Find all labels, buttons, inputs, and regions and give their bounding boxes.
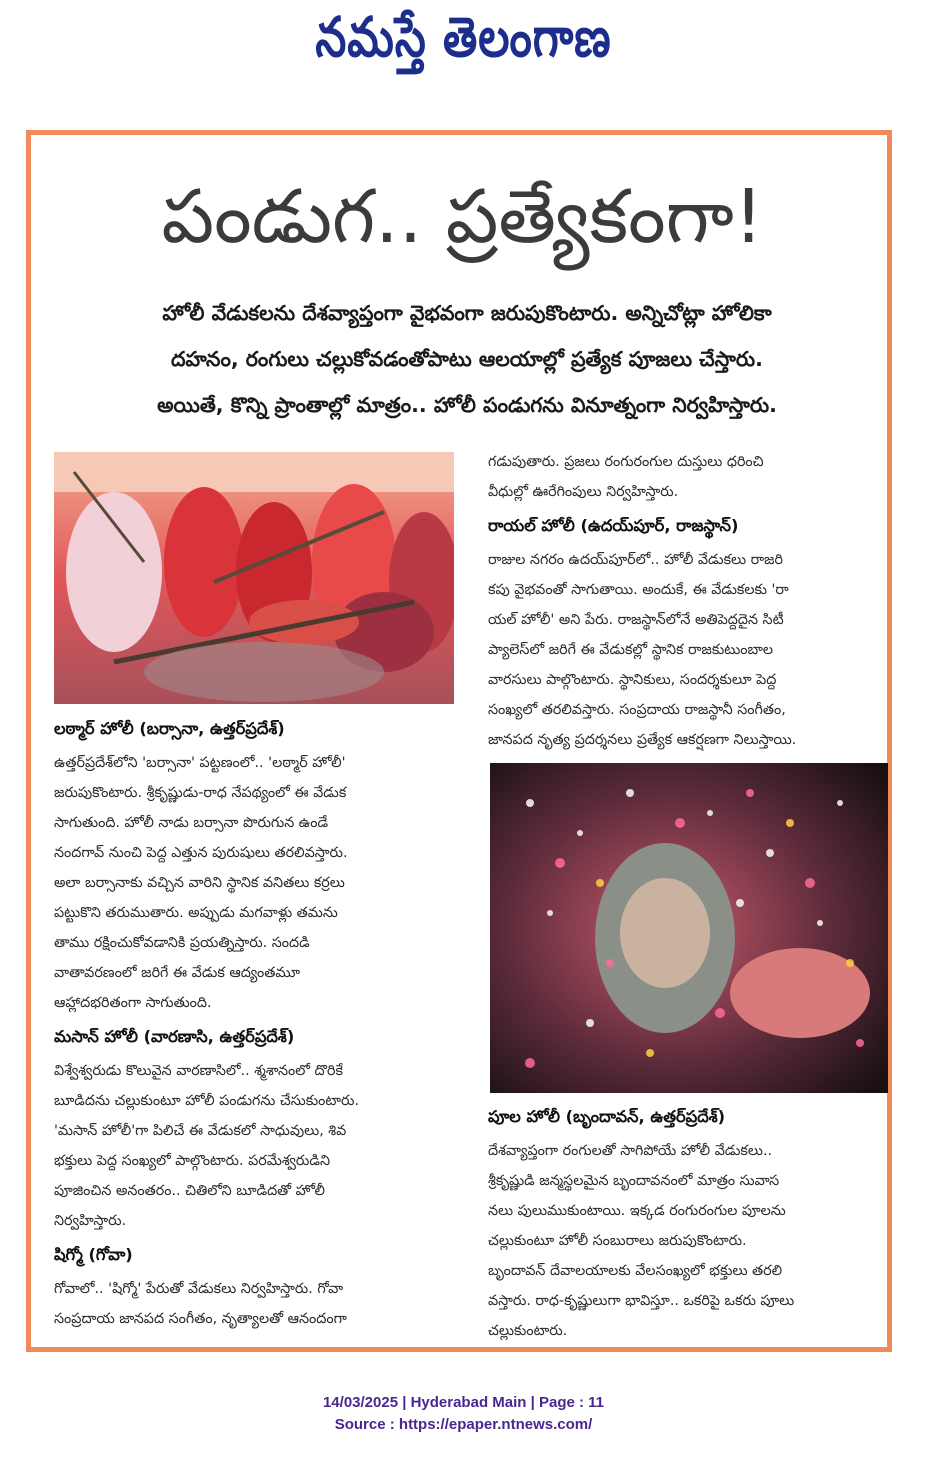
body-text-line: జానపద నృత్య ప్రదర్శనలు ప్రత్యేక ఆకర్షణగా నిలుస్తాయి. xyxy=(488,732,797,748)
masthead-logo: నమస్తే తెలంగాణ xyxy=(315,6,612,70)
lathmar-holi-photo xyxy=(54,452,454,704)
body-text-line: నిర్వహిస్తారు. xyxy=(54,1213,127,1229)
intro-paragraph xyxy=(52,290,882,428)
intro-line: దహనం, రంగులు చల్లుకోవడంతోపాటు ఆలయాల్లో ప్రత్యేక పూజలు చేస్తారు. xyxy=(171,347,763,371)
footer xyxy=(0,1392,927,1436)
intro-line: అయితే, కొన్ని ప్రాంతాల్లో మాత్రం.. హోలీ పండుగను వినూత్నంగా నిర్వహిస్తారు. xyxy=(157,393,777,417)
body-text-line: సాగుతుంది. హోలీ నాడు బర్సానా పొరుగున ఉండే xyxy=(54,815,329,831)
body-text-line: సంప్రదాయ జానపద సంగీతం, నృత్యాలతో ఆనందంగా xyxy=(54,1311,347,1327)
body-text-line: గడుపుతారు. ప్రజలు రంగురంగుల దుస్తులు ధరించి xyxy=(488,454,764,470)
body-text-line: చల్లుకుంటూ హోలీ సంబురాలు జరుపుకొంటారు. xyxy=(488,1233,747,1249)
body-text-line: విశ్వేశ్వరుడు కొలువైన వారణాసిలో.. శ్మశానంలో దొరికే xyxy=(54,1063,343,1079)
footer-source: Source : https://epaper.ntnews.com/ xyxy=(334,1416,593,1433)
body-text-line: జరుపుకొంటారు. శ్రీకృష్ణుడు-రాధ నేపథ్యంలో ఈ వేడుక xyxy=(54,785,347,801)
headline: పండుగ.. ప్రత్యేకంగా! xyxy=(161,174,764,260)
body-text-line: ప్యాలెస్‌లో జరిగే ఈ వేడుకల్లో స్థానిక రాజకుటుంబాల xyxy=(488,642,773,658)
body-text-line: పట్టుకొని తరుముతారు. అప్పుడు మగవాళ్లు తమను xyxy=(54,905,338,921)
body-text-line: అలా బర్సానాకు వచ్చిన వారిని స్థానిక వనితలు కర్రలు xyxy=(54,875,345,891)
body-text-line: వారసులు పాల్గొంటారు. స్థానికులు, సందర్శకులూ పెద్ద xyxy=(488,672,777,688)
right-column-bottom xyxy=(488,1098,888,1346)
body-text-line: భక్తులు పెద్ద సంఖ్యలో పాల్గొంటారు. పరమేశ్వరుడిని xyxy=(54,1153,330,1169)
right-column-top xyxy=(488,447,888,755)
body-text-line: సంఖ్యలో తరలివస్తారు. సంప్రదాయ రాజస్థానీ సంగీతం, xyxy=(488,702,786,718)
body-text-line: కపు వైభవంతో సాగుతాయి. అందుకే, ఈ వేడుకలకు 'రా xyxy=(488,582,789,598)
section-heading: షిగ్మో (గోవా) xyxy=(54,1245,133,1264)
body-text-line: ఉత్తర్‌ప్రదేశ్‌లోని 'బర్సానా' పట్టణంలో.. 'లఠ్మార్ హోలీ' xyxy=(54,755,346,771)
body-text-line: శ్రీకృష్ణుడి జన్మస్థలమైన బృందావనంలో మాత్రం సువాస xyxy=(488,1173,780,1189)
body-text-line: నందగావ్ నుంచి పెద్ద ఎత్తున పురుషులు తరలివస్తారు. xyxy=(54,845,348,861)
body-text-line: వీధుల్లో ఊరేగింపులు నిర్వహిస్తారు. xyxy=(488,484,679,500)
body-text-line: బూడిదను చల్లుకుంటూ హోలీ పండుగను చేసుకుంటారు. xyxy=(54,1093,360,1109)
section-heading: రాయల్ హోలీ (ఉదయ్‌పూర్, రాజస్థాన్) xyxy=(488,516,739,535)
body-text-line: 'మసాన్ హోలీ'గా పిలిచే ఈ వేడుకలో సాధువులు, శివ xyxy=(54,1123,347,1139)
body-text-line: నలు పులుముకుంటాయి. ఇక్కడ రంగురంగుల పూలను xyxy=(488,1203,786,1219)
body-text-line: దేశవ్యాప్తంగా రంగులతో సాగిపోయే హోలీ వేడుకలు.. xyxy=(488,1143,773,1159)
body-text-line: గోవాలో.. 'షిగ్మో' పేరుతో వేడుకలు నిర్వహిస్తారు. గోవా xyxy=(54,1281,344,1297)
body-text-line: పూజించిన అనంతరం.. చితిలోని బూడిదతో హోలీ xyxy=(54,1183,326,1199)
body-text-line: వస్తారు. రాధ-కృష్ణులుగా భావిస్తూ.. ఒకరిపై ఒకరు పూలు xyxy=(488,1293,795,1309)
body-text-line: ఆహ్లాదభరితంగా సాగుతుంది. xyxy=(54,995,212,1011)
section-heading: లఠ్మార్ హోలీ (బర్సానా, ఉత్తర్‌ప్రదేశ్) xyxy=(54,719,285,738)
section-heading: పూల హోలీ (బృందావన్, ఉత్తర్‌ప్రదేశ్) xyxy=(488,1107,726,1126)
flower-holi-photo xyxy=(490,763,888,1093)
body-text-line: తాము రక్షించుకోవడానికి ప్రయత్నిస్తారు. సందడి xyxy=(54,935,310,951)
body-text-line: వాతావరణంలో జరిగే ఈ వేడుక ఆద్యంతమూ xyxy=(54,965,301,981)
left-column xyxy=(54,710,454,1334)
body-text-line: రాజుల నగరం ఉదయ్‌పూర్‌లో.. హోలీ వేడుకలు రాజరి xyxy=(488,552,783,568)
intro-line: హోలీ వేడుకలను దేశవ్యాప్తంగా వైభవంగా జరుపుకొంటారు. అన్నిచోట్లా హోలికా xyxy=(162,301,772,325)
body-text-line: బృందావన్ దేవాలయాలకు వేలసంఖ్యలో భక్తులు తరలి xyxy=(488,1263,783,1279)
body-text-line: యల్ హోలీ' అని పేరు. రాజస్థాన్‌లోనే అతిపెద్దదైన సిటీ xyxy=(488,612,784,628)
body-text-line: చల్లుకుంటారు. xyxy=(488,1323,568,1339)
section-heading: మసాన్ హోలీ (వారణాసి, ఉత్తర్‌ప్రదేశ్) xyxy=(54,1027,295,1046)
masthead xyxy=(0,0,927,90)
footer-date-edition: 14/03/2025 | Hyderabad Main | Page : 11 xyxy=(322,1394,605,1411)
